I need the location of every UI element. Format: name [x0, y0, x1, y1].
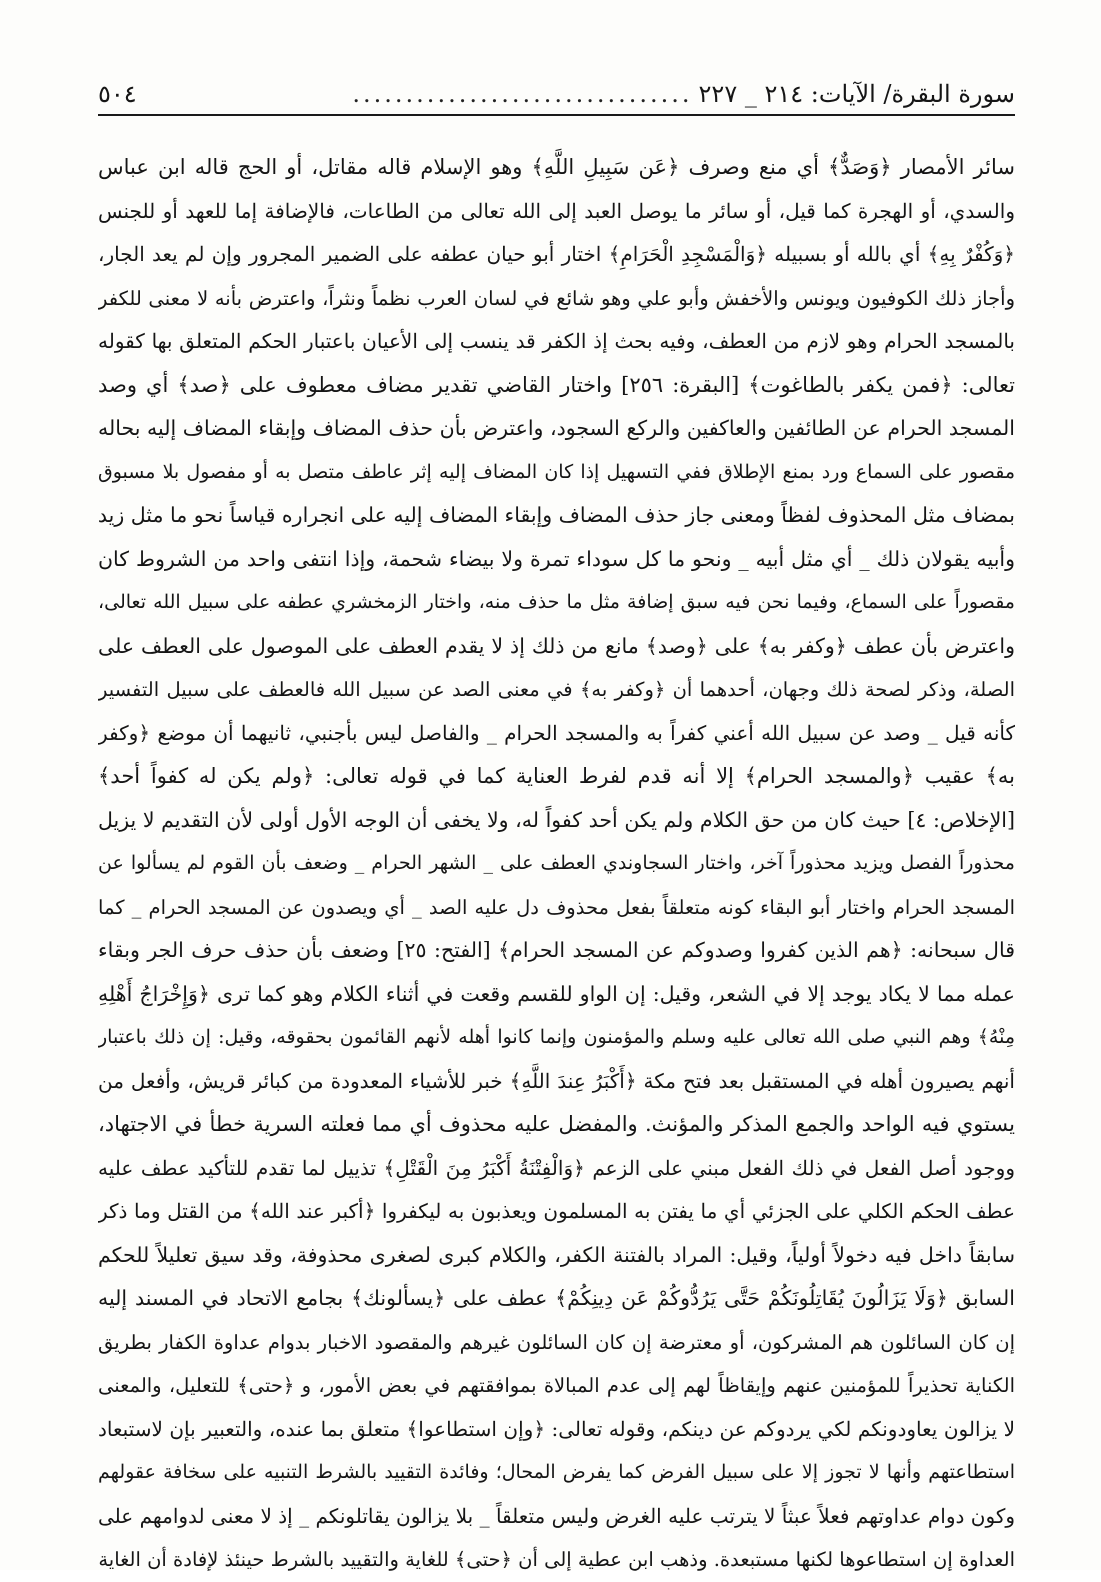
text-line: عطف الحكم الكلي على الجزئي أي ما يفتن به المسلمون ويعذبون به ليكفروا ﴿أكبر عند الله﴾ من القتل وما ذكر [98, 1199, 1015, 1223]
text-line: أنهم يصيرون أهله في المستقبل بعد فتح مكة ﴿أَكْبَرُ عِندَ اللَّهِ﴾ خبر للأشياء المعدودة من كبائر قريش، وأفعل من [98, 1068, 1015, 1093]
text-line: المسجد الحرام واختار أبو البقاء كونه متعلقاً بفعل محذوف دل عليه الصد _ أي ويصدون عن المسجد الحرام _ كما [98, 895, 1015, 919]
text-line: السابق ﴿وَلَا يَزَالُونَ يُقَاتِلُونَكُمْ حَتَّى يَرُدُّوكُمْ عَن دِينِكُمْ﴾ عطف على ﴿يسألونك﴾ بجامع الاتحاد في المسند إليه [98, 1286, 1015, 1310]
text-line: وكون دوام عداوتهم فعلاً عبثاً لا يترتب عليه الغرض وليس متعلقاً _ بلا يزالون يقاتلونكم _ إذ لا معنى لدوامهم على [98, 1503, 1015, 1528]
text-line: يستوي فيه الواحد والجمع المذكر والمؤنث. والمفضل عليه محذوف أي مما فعلته السرية خطأ في الاجتهاد، [98, 1112, 1015, 1136]
text-line: بمضاف مثل المحذوف لفظاً ومعنى جاز حذف المضاف وإبقاء المضاف إليه على انجراره قياساً نحو ما مثل زيد [98, 503, 1015, 527]
text-line: [الإخلاص: ٤] حيث كان من حق الكلام ولم يكن أحد كفواً له، ولا يخفى أن الوجه الأول أولى لأن التقديم لا يزيل [98, 807, 1015, 832]
text-line: محذوراً الفصل ويزيد محذوراً آخر، واختار السجاوندي العطف على _ الشهر الحرام _ وضعف بأن القوم لم يسألوا عن [98, 852, 1015, 874]
text-line: مِنْهُ﴾ وهم النبي صلى الله تعالى عليه وسلم والمؤمنون وإنما كانوا أهله لأنهم القائمون بحقوقه، وقيل: إن ذلك باعتبار [98, 1026, 1015, 1048]
text-line: بالمسجد الحرام وهو لازم من العطف، وفيه بحث إذ الكفر قد ينسب إلى الأعيان باعتبار الحكم المتعلق بها كقوله [98, 329, 1015, 353]
tafsir-body-text [98, 146, 1015, 1582]
text-line: ﴿وَكُفْرٌ بِهِ﴾ أي بالله أو بسبيله ﴿وَالْمَسْجِدِ الْحَرَامِ﴾ اختار أبو حيان عطفه على الضمير المجرور وإن لم يعد الجار، [98, 242, 1015, 266]
text-line: استطاعتهم وأنها لا تجوز إلا على سبيل الفرض كما يفرض المحال؛ وفائدة التقييد بالشرط التنبيه على سخافة عقولهم [98, 1461, 1015, 1483]
text-line: العداوة إن استطاعوها لكنها مستبعدة. وذهب ابن عطية إلى أن ﴿حتى﴾ للغاية والتقييد بالشرط حينئذ لإفادة أن الغاية [98, 1548, 1015, 1571]
text-line: لا يزالون يعاودونكم لكي يردوكم عن دينكم، وقوله تعالى: ﴿وإن استطاعوا﴾ متعلق بما عنده، والتعبير بإن لاستبعاد [98, 1416, 1015, 1441]
text-line: تعالى: ﴿فمن يكفر بالطاغوت﴾ [البقرة: ٢٥٦] واختار القاضي تقدير مضاف معطوف على ﴿صد﴾ أي وصد [98, 372, 1015, 397]
text-line: الصلة، وذكر لصحة ذلك وجهان، أحدهما أن ﴿وكفر به﴾ في معنى الصد عن سبيل الله فالعطف على سبيل التفسير [98, 678, 1015, 701]
text-line: كأنه قيل _ وصد عن سبيل الله أعني كفراً به والمسجد الحرام _ والفاصل ليس بأجنبي، ثانيهما أن موضع ﴿وكفر [98, 720, 1015, 745]
text-line: وأبيه يقولان ذلك _ أي مثل أبيه _ ونحو ما كل سوداء تمرة ولا بيضاء شحمة، وإذا انتفى واحد من الشروط كان [98, 546, 1015, 571]
text-line: مقصور على السماع ورد بمنع الإطلاق ففي التسهيل إذا كان المضاف إليه إثر عاطف متصل به أو مفصول بلا مسبوق [98, 460, 1015, 483]
text-line: قال سبحانه: ﴿هم الذين كفروا وصدوكم عن المسجد الحرام﴾ [الفتح: ٢٥] وضعف بأن حذف حرف الجر وبقاء [98, 938, 1015, 962]
text-line: وأجاز ذلك الكوفيون ويونس والأخفش وأبو علي وهو شائع في لسان العرب نظماً ونثراً، واعترض بأنه لا معنى للكفر [98, 286, 1015, 310]
text-line: واعترض بأن عطف ﴿وكفر به﴾ على ﴿وصد﴾ مانع من ذلك إذ لا يقدم العطف على الموصول على العطف على [98, 633, 1015, 658]
page-number: ٥٠٤ [98, 80, 137, 108]
text-line: عمله مما لا يكاد يوجد إلا في الشعر، وقيل: إن الواو للقسم وقعت في أثناء الكلام وهو كما ترى ﴿وَإِخْرَاجُ أَهْلِهِ [98, 981, 1015, 1006]
text-line: ووجود أصل الفعل في ذلك الفعل مبني على الزعم ﴿وَالْفِتْنَةُ أَكْبَرُ مِنَ الْقَتْلِ﴾ تذييل لما تقدم للتأكيد عطف عليه [98, 1155, 1015, 1180]
text-line: إن كان السائلون هم المشركون، أو معترضة إن كان السائلون غيرهم والمقصود الاخبار بدوام عداوة الكفار بطريق [98, 1330, 1015, 1354]
text-line: سابقاً داخل فيه دخولاً أولياً، وقيل: المراد بالفتنة الكفر، والكلام كبرى لصغرى محذوفة، وقد سيق تعليلاً للحكم [98, 1242, 1015, 1267]
text-line: الكناية تحذيراً للمؤمنين عنهم وإيقاظاً لهم إلى عدم المبالاة بموافقتهم في بعض الأمور، و ﴿حتى﴾ للتعليل، والمعنى [98, 1374, 1015, 1397]
running-head-title: سورة البقرة/ الآيات: ٢١٤ _ ٢٢٧ [698, 80, 1015, 108]
text-line: والسدي، أو الهجرة كما قيل، أو سائر ما يوصل العبد إلى الله تعالى من الطاعات، فالإضافة إما للعهد أو للجنس [98, 198, 1015, 223]
running-head [98, 74, 1015, 116]
text-line: سائر الأمصار ﴿وَصَدٌّ﴾ أي منع وصرف ﴿عَن سَبِيلِ اللَّهِ﴾ وهو الإسلام قاله مقاتل، أو الحج قاله ابن عباس [98, 155, 1015, 179]
running-head-leader-dots: ................................ [352, 80, 693, 108]
text-line: المسجد الحرام عن الطائفين والعاكفين والركع السجود، واعترض بأن حذف المضاف وإبقاء المضاف إليه بحاله [98, 416, 1015, 440]
text-line: به﴾ عقيب ﴿والمسجد الحرام﴾ إلا أنه قدم لفرط العناية كما في قوله تعالى: ﴿ولم يكن له كفواً أحد﴾ [98, 764, 1015, 788]
text-line: مقصوراً على السماع، وفيما نحن فيه سبق إضافة مثل ما حذف منه، واختار الزمخشري عطفه على سبيل الله تعالى، [98, 591, 1015, 613]
